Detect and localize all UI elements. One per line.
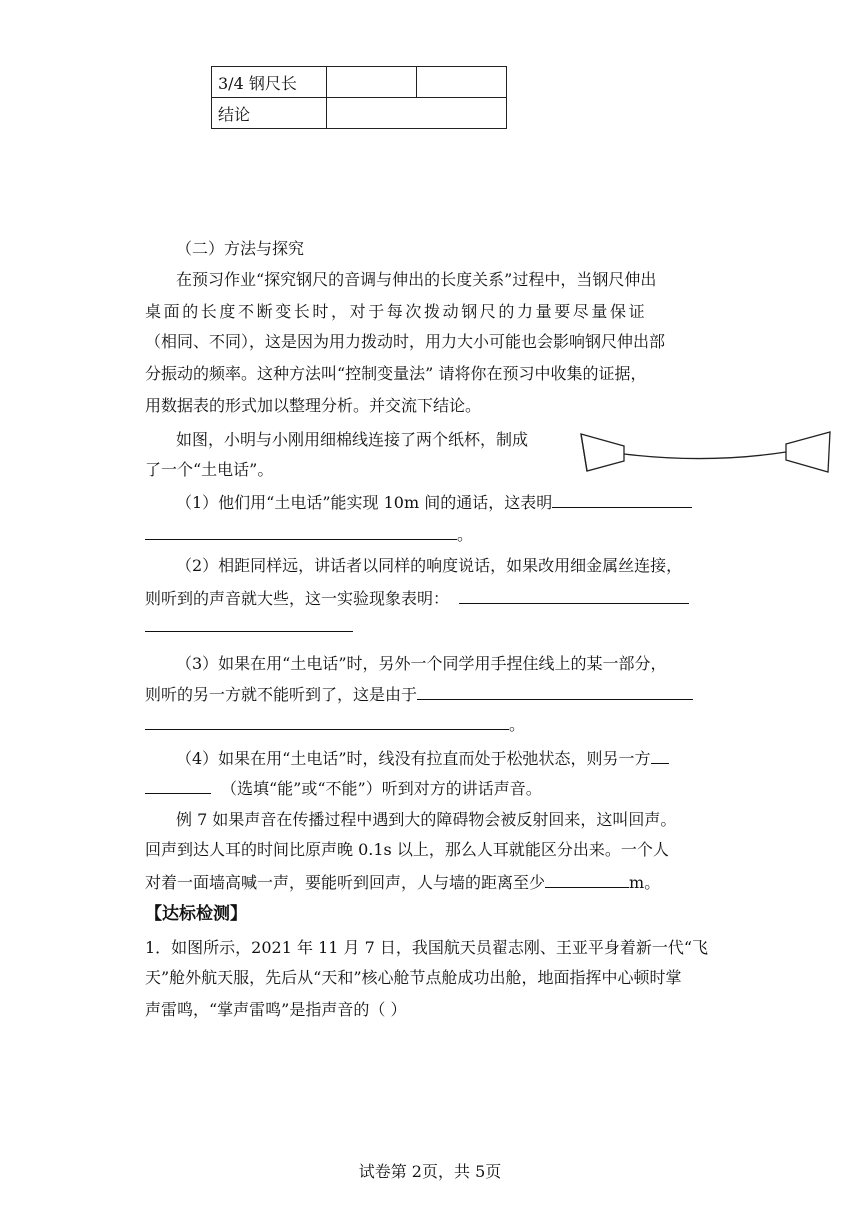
section-title: （二）方法与探究 xyxy=(176,239,305,258)
answer-blank[interactable] xyxy=(459,585,689,604)
table-row xyxy=(212,67,507,98)
question-text: （选填“能”或“不能”）听到对方的讲话声音。 xyxy=(221,779,542,798)
paragraph-line: 如图，小明与小刚用细棉线连接了两个纸杯，制成 xyxy=(176,430,529,449)
table-cell xyxy=(327,98,507,129)
example-7: 例 7 如果声音在传播过程中遇到大的障碍物会被反射回来，这叫回声。 xyxy=(176,810,677,829)
punctuation: 。 xyxy=(457,525,474,544)
question-text: （1）他们用“土电话”能实现 10m 间的通话，这表明 xyxy=(176,493,553,512)
question-1-cont xyxy=(145,521,473,545)
answer-blank[interactable] xyxy=(552,489,692,508)
paragraph-line: 分振动的频率。这种方法叫“控制变量法” 请将你在预习中收集的证据， xyxy=(145,364,647,383)
answer-blank[interactable] xyxy=(145,613,353,632)
answer-blank[interactable] xyxy=(417,681,693,700)
table-cell-label: 结论 xyxy=(212,98,327,129)
table-cell xyxy=(417,67,507,98)
table-cell-label: 3/4 钢尺长 xyxy=(212,67,327,98)
question-line: 1．如图所示，2021 年 11 月 7 日，我国航天员翟志刚、王亚平身着新一代“飞 xyxy=(145,938,709,957)
answer-blank[interactable] xyxy=(145,711,509,730)
paragraph-line: （相同、不同），这是因为用力拨动时，用力大小可能也会影响钢尺伸出部 xyxy=(145,332,666,351)
table-cell xyxy=(327,67,417,98)
paragraph-line: 用数据表的形式加以整理分析。并交流下结论。 xyxy=(145,396,482,415)
question-2-cont xyxy=(145,585,689,609)
question-4 xyxy=(176,745,669,769)
question-line: 天”舱外航天服，先后从“天和”核心舱节点舱成功出舱，地面指挥中心顿时掌 xyxy=(145,968,682,987)
section-heading: 【达标检测】 xyxy=(145,904,247,924)
unit: m。 xyxy=(629,873,661,892)
answer-blank[interactable] xyxy=(145,775,211,794)
question-3-line2 xyxy=(145,711,525,735)
question-3-cont xyxy=(145,681,693,705)
question-text: （4）如果在用“土电话”时，线没有拉直而处于松弛状态，则另一方 xyxy=(176,749,651,768)
example-7-line xyxy=(145,869,660,893)
punctuation: 。 xyxy=(509,715,526,734)
question-text: 对着一面墙高喊一声，要能听到回声，人与墙的距离至少 xyxy=(145,873,546,892)
question-3: （3）如果在用“土电话”时，另外一个同学用手捏住线上的某一部分， xyxy=(176,654,667,673)
table-row xyxy=(212,98,507,129)
paragraph-line: 了一个“土电话”。 xyxy=(145,460,274,479)
question-4-cont xyxy=(145,775,542,799)
question-1 xyxy=(176,489,692,513)
tin-can-phone-figure xyxy=(578,426,834,476)
answer-blank[interactable] xyxy=(651,745,669,764)
question-2-line2 xyxy=(145,613,353,636)
question-line: 声雷鸣，“掌声雷鸣”是指声音的（ ） xyxy=(145,1000,407,1019)
question-2: （2）相距同样远，讲话者以同样的响度说话，如果改用细金属丝连接， xyxy=(176,556,683,575)
example-7-line: 回声到达人耳的时间比原声晚 0.1s 以上，那么人耳就能区分出来。一个人 xyxy=(145,840,669,859)
answer-blank[interactable] xyxy=(545,869,629,888)
paragraph-line: 在预习作业“探究钢尺的音调与伸出的长度关系”过程中，当钢尺伸出 xyxy=(176,270,657,289)
question-text: 则听到的声音就大些，这一实验现象表明： xyxy=(145,589,450,608)
question-text: 则听的另一方就不能听到了，这是由于 xyxy=(145,685,418,704)
page-footer: 试卷第 2页，共 5页 xyxy=(358,1162,502,1181)
paragraph-line: 桌面的长度不断变长时，对于每次拨动钢尺的力量要尽量保证 xyxy=(145,302,648,321)
data-table xyxy=(211,66,507,129)
answer-blank[interactable] xyxy=(145,521,457,540)
